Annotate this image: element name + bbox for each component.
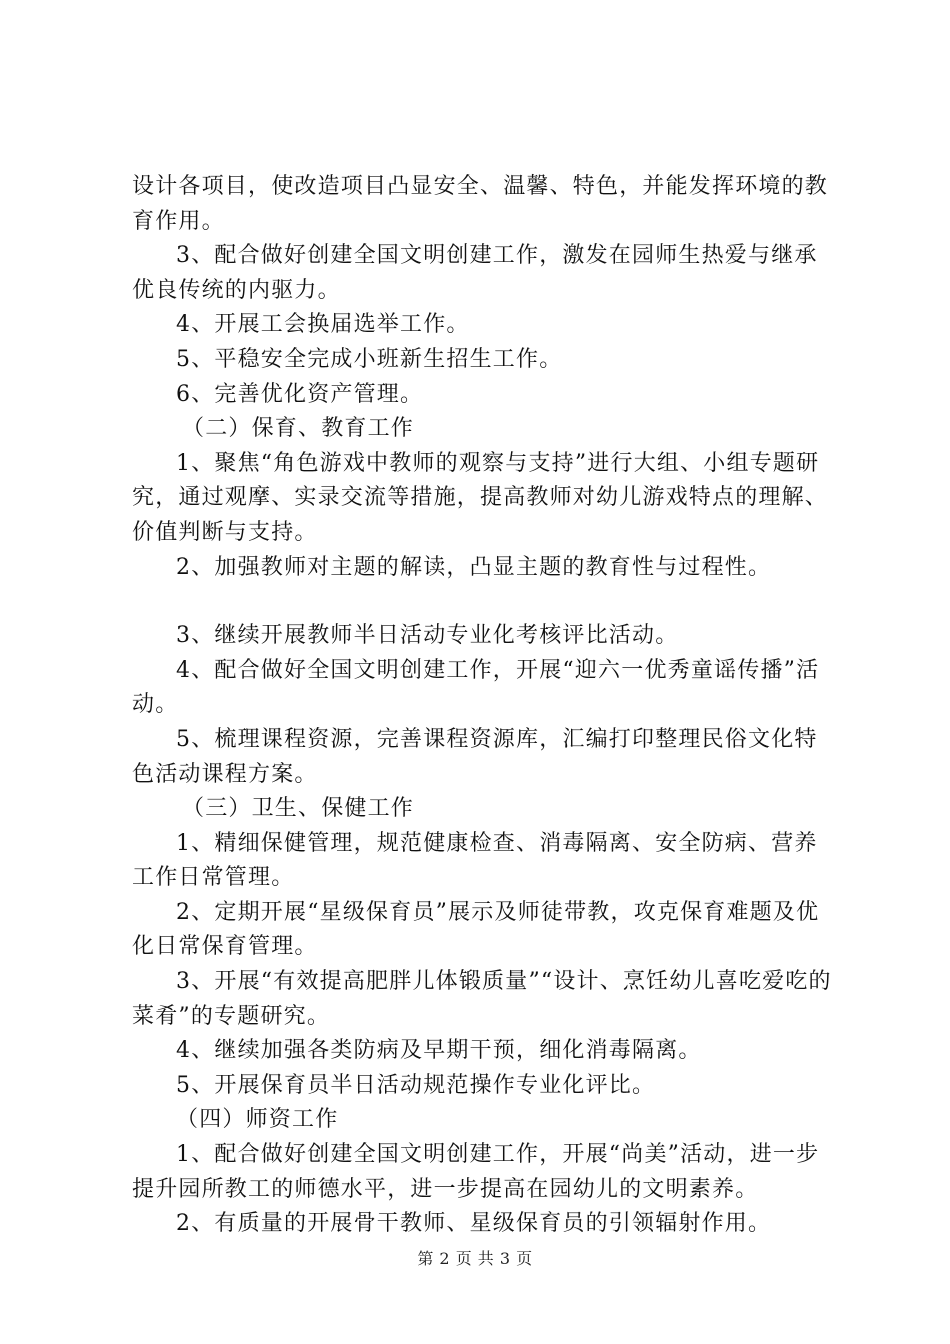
paragraph-education-item-3: 3、继续开展教师半日活动专业化考核评比活动。	[176, 623, 679, 649]
paragraph-staff-item-1: 1、配合做好创建全国文明创建工作，开展“尚美”活动，进一步提升园所教工的师德水平，进一步提高在园幼儿的文明素养。	[132, 1142, 820, 1202]
paragraph-admin-item-5: 5、平稳安全完成小班新生招生工作。	[176, 346, 563, 372]
paragraph-admin-item-6: 6、完善优化资产管理。	[176, 381, 424, 407]
document-body	[132, 170, 832, 1242]
page-number-label: 第 2 页 共 3 页	[417, 1249, 533, 1268]
paragraph-health-item-4: 4、继续加强各类防病及早期干预，细化消毒隔离。	[176, 1038, 702, 1064]
paragraph-admin-item-3: 3、配合做好创建全国文明创建工作，激发在园师生热爱与继承优良传统的内驱力。	[132, 243, 818, 303]
page-footer	[0, 1246, 950, 1269]
section-heading-education: （二）保育、教育工作	[182, 416, 415, 442]
section-heading-staff: （四）师资工作	[176, 1107, 339, 1133]
paragraph-health-item-1: 1、精细保健管理，规范健康检查、消毒隔离、安全防病、营养工作日常管理。	[132, 830, 818, 891]
paragraph-education-item-5: 5、梳理课程资源，完善课程资源库，汇编打印整理民俗文化特色活动课程方案。	[132, 726, 818, 787]
paragraph-education-item-1: 1、聚焦“角色游戏中教师的观察与支持”进行大组、小组专题研究，通过观摩、实录交流等措施，提高教师对幼儿游戏特点的理解、价值判断与支持。	[132, 450, 829, 545]
paragraph-continued: 设计各项目，使改造项目凸显安全、温馨、特色，并能发挥环境的教育作用。	[132, 174, 829, 234]
paragraph-education-item-2: 2、加强教师对主题的解读，凸显主题的教育性与过程性。	[176, 554, 772, 580]
paragraph-staff-item-2: 2、有质量的开展骨干教师、星级保育员的引领辐射作用。	[176, 1211, 772, 1237]
paragraph-health-item-5: 5、开展保育员半日活动规范操作专业化评比。	[176, 1072, 656, 1098]
section-heading-health: （三）卫生、保健工作	[182, 796, 415, 822]
paragraph-health-item-2: 2、定期开展“星级保育员”展示及师徒带教，攻克保育难题及优化日常保育管理。	[132, 899, 820, 960]
paragraph-admin-item-4: 4、开展工会换届选举工作。	[176, 312, 470, 338]
paragraph-education-item-4: 4、配合做好全国文明创建工作，开展“迎六一优秀童谣传播”活动。	[132, 657, 820, 718]
paragraph-health-item-3: 3、开展“有效提高肥胖儿体锻质量”“设计、烹饪幼儿喜吃爱吃的菜肴”的专题研究。	[132, 969, 832, 1029]
